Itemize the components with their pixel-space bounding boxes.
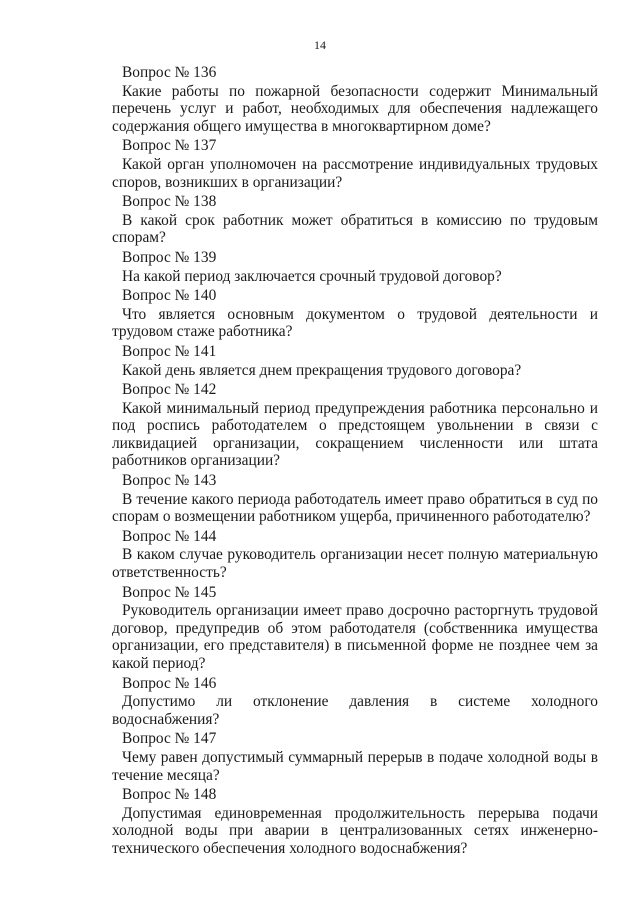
question-item (112, 730, 598, 784)
question-text: Руководитель организации имеет право досрочно расторгнуть трудовой договор, предупредив об этом работодателя (собственника имущества организации, его представителя) в письменной форме не позднее чем за какой период? (112, 602, 598, 672)
question-item (112, 584, 598, 673)
page-number: 14 (314, 38, 326, 52)
question-label: Вопрос № 143 (122, 472, 217, 490)
question-item (112, 675, 598, 729)
question-label: Вопрос № 144 (122, 527, 217, 545)
question-label: Вопрос № 136 (122, 64, 217, 81)
question-text: Какой день является днем прекращения трудового договора? (122, 361, 522, 379)
question-text: Что является основным документом о трудовой деятельности и трудовом стаже работника? (112, 305, 598, 341)
question-label: Вопрос № 141 (122, 342, 217, 360)
question-item (112, 472, 598, 526)
question-text: В каком случае руководитель организации несет полную материальную ответственность? (112, 546, 598, 582)
question-item (112, 64, 598, 135)
question-label: Вопрос № 140 (122, 287, 217, 305)
question-text: В какой срок работник может обратиться в комиссию по трудовым спорам? (112, 211, 598, 247)
question-list (112, 64, 598, 860)
question-text: В течение какого периода работодатель имеет право обратиться в суд по спорам о возмещении работником ущерба, причиненного работодателю? (112, 490, 598, 526)
question-text: Допустимая единовременная продолжительность перерыва подачи холодной воды при аварии в централизованных сетях инженерно-технического обеспечения холодного водоснабжения? (112, 804, 598, 857)
question-text: Какие работы по пожарной безопасности содержит Минимальный перечень услуг и работ, необходимых для обеспечения надлежащего содержания общего имущества в многоквартирном доме? (112, 82, 598, 135)
question-text: Какой орган уполномочен на рассмотрение индивидуальных трудовых споров, возникших в организации? (112, 155, 598, 191)
question-text: Чему равен допустимый суммарный перерыв в подаче холодной воды в течение месяца? (112, 748, 598, 784)
question-item (112, 137, 598, 191)
question-item (112, 193, 598, 247)
question-label: Вопрос № 146 (122, 674, 217, 692)
question-item (112, 528, 598, 582)
question-label: Вопрос № 148 (122, 786, 217, 804)
question-item (112, 249, 598, 285)
question-item (112, 786, 598, 857)
question-item (112, 287, 598, 341)
question-text: Какой минимальный период предупреждения работника персонально и под роспись работодателем о предстоящем увольнении в связи с ликвидацией организации, сокращением численности или штата работников организации? (112, 399, 598, 470)
question-label: Вопрос № 145 (122, 583, 217, 601)
question-label: Вопрос № 139 (122, 248, 217, 266)
question-text: Допустимо ли отклонение давления в системе холодного водоснабжения? (112, 693, 598, 728)
question-text: На какой период заключается срочный трудовой договор? (122, 267, 502, 285)
question-item (112, 343, 598, 379)
question-label: Вопрос № 137 (122, 137, 217, 155)
question-item (112, 381, 598, 470)
question-label: Вопрос № 142 (122, 381, 217, 399)
question-label: Вопрос № 147 (122, 730, 217, 748)
question-label: Вопрос № 138 (122, 193, 217, 211)
